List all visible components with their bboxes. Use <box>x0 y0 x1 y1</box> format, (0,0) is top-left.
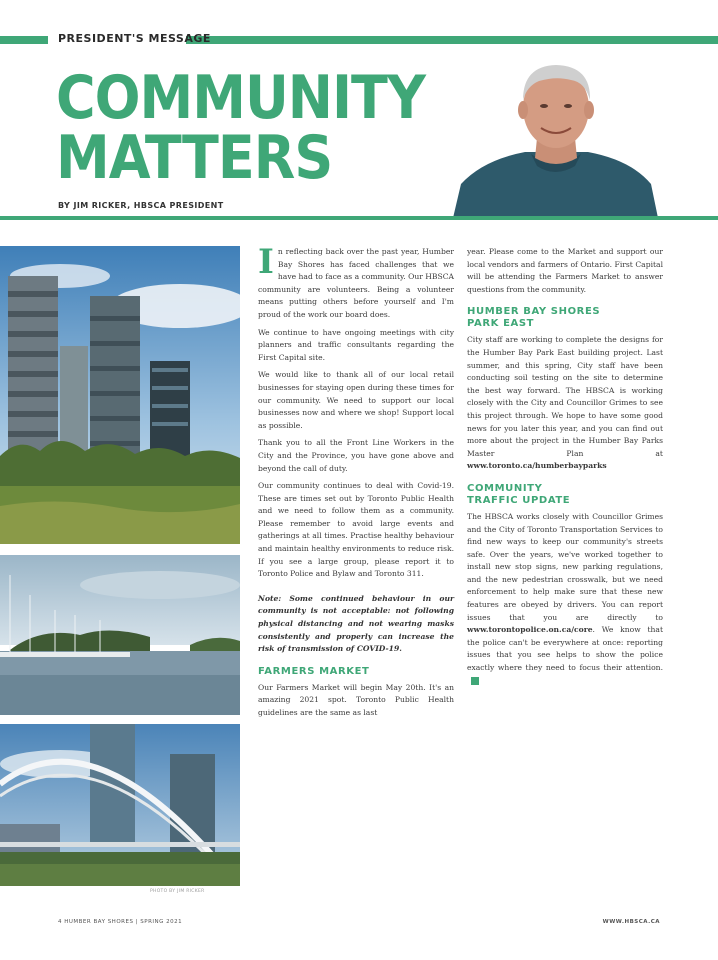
police-report-link[interactable]: www.torontopolice.on.ca/core <box>467 625 593 635</box>
title-line-2: MATTERS <box>56 123 333 193</box>
covid-note: Note: Some continued behaviour in our community is not acceptable: not following physical distancing and not wearing masks consistently and properly can increase the risk of transmission of COVID-19. <box>258 593 454 654</box>
header-rule <box>0 216 718 220</box>
footer-left: 4 HUMBER BAY SHORES | SPRING 2021 <box>58 919 183 925</box>
paragraph-intro <box>258 242 454 322</box>
header-band-right <box>186 36 718 44</box>
paragraph: Our Farmers Market will begin May 20th. It's an amazing 2021 spot. Toronto Public Health guidelines are the same as last <box>258 682 454 717</box>
president-portrait <box>453 56 658 218</box>
end-mark-icon <box>471 677 479 685</box>
footer-right: WWW.HBSCA.CA <box>602 919 660 925</box>
article-column-2 <box>467 246 663 692</box>
paragraph-text: City staff are working to complete the designs for the Humber Bay Park East building project. Last summer, and this spring, City staff have been conducting soil testing on the site to determine the best way forward. The HBSCA is working closely with the City and Councillor Grimes to see this project through. We hope to have some good news for you later this year, and you can find out more about the project in the Humber Bay Parks Master Plan at <box>467 335 663 458</box>
paragraph <box>467 511 663 687</box>
paragraph <box>467 334 663 473</box>
farmers-market-heading: FARMERS MARKET <box>258 665 370 677</box>
header-band-left <box>0 36 48 44</box>
intro-text: n reflecting back over the past year, Humber Bay Shores has faced challenges that we have had to face as a community. Our HBSCA community are volunteers. Being a volunteer means putting others before yourself and I'm proud of the work our board does. <box>258 247 454 319</box>
paragraph: year. Please come to the Market and support our local vendors and farmers of Ontario. First Capital will be attending the Farmers Market to answer questions from the community. <box>467 247 663 294</box>
drop-cap: I <box>258 242 274 282</box>
photo-bridge <box>0 724 240 886</box>
humber-bay-heading <box>467 306 663 330</box>
paragraph: Thank you to all the Front Line Workers in the City and the Province, you have gone above and beyond the call of duty. <box>258 438 454 473</box>
paragraph-text-end: . We know that the police can't be everywhere at once: reporting issues that you see helps to show the police exactly where they need to focus their attention. <box>467 625 663 673</box>
paragraph: Our community continues to deal with Covid-19. These are times set out by Toronto Public Health and we need to follow them as a community. Please remember to avoid large events and gatherings at all times. Practise healthy behaviour and maintain healthy environments to reduce risk. If you see a large group, please report it to Toronto Police and Bylaw and Toronto 311. <box>258 481 454 579</box>
section-label: PRESIDENT'S MESSAGE <box>58 32 211 45</box>
photo-caption: PHOTO BY JIM RICKER <box>150 889 205 894</box>
photo-condo-towers <box>0 246 240 544</box>
traffic-update-heading <box>467 483 663 507</box>
heading-line: TRAFFIC UPDATE <box>467 494 571 506</box>
paragraph: We continue to have ongoing meetings with city planners and traffic consultants regarding the First Capital site. <box>258 327 454 362</box>
article-column-1 <box>258 242 454 725</box>
page-title <box>56 63 425 193</box>
photo-marina <box>0 555 240 715</box>
humberbayparks-link[interactable]: www.toronto.ca/humberbayparks <box>467 461 607 471</box>
paragraph-text: The HBSCA works closely with Councillor Grimes and the City of Toronto Transportation Services to find new ways to keep our community's streets safe. Over the years, we've worked together to install new stop signs, new parking regulations, and the new pedestrian crosswalk, but we need enforcement to help make sure that these new features are obeyed by drivers. You can report issues that you are directly to <box>467 511 663 622</box>
heading-line: HUMBER BAY SHORES <box>467 306 601 318</box>
heading-line: PARK EAST <box>467 318 535 330</box>
heading-line: COMMUNITY <box>467 482 543 494</box>
paragraph: We would like to thank all of our local retail businesses for staying open during these times for our community. We need to support our local businesses now and where we shop! Support local as possible. <box>258 370 454 430</box>
title-line-1: COMMUNITY <box>56 63 425 133</box>
byline: BY JIM RICKER, HBSCA PRESIDENT <box>58 201 224 210</box>
